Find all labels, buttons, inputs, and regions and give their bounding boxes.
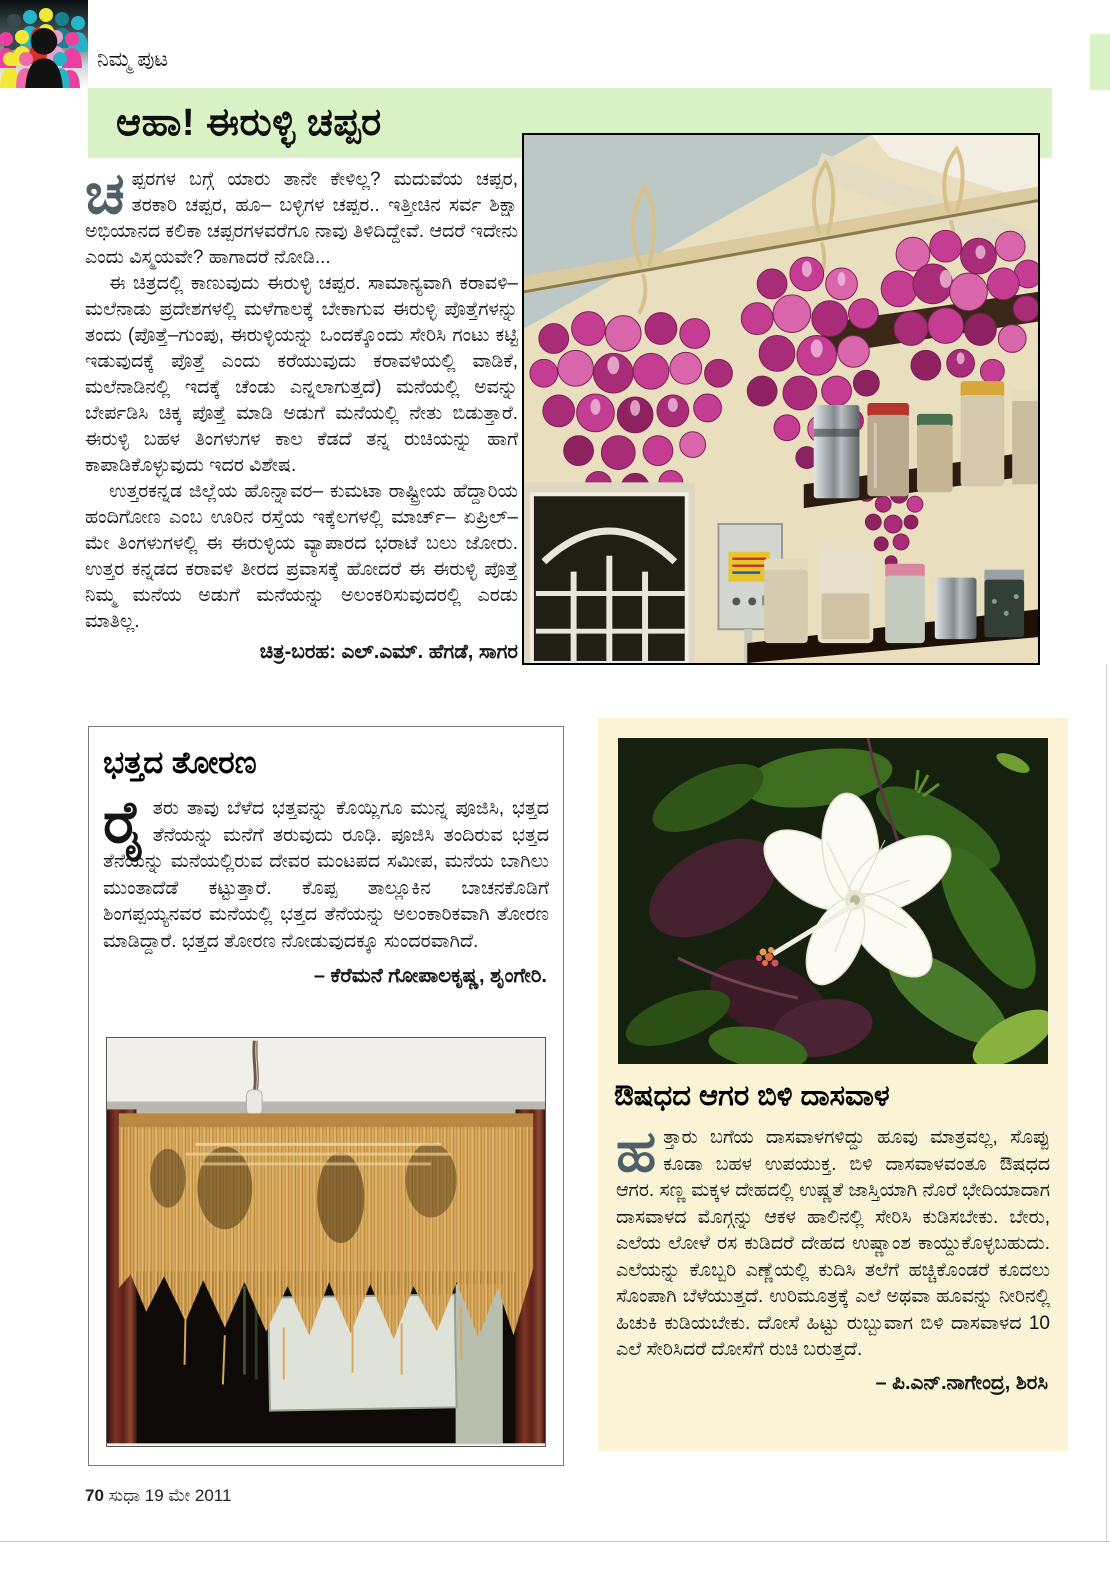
onion-byline: ಚಿತ್ರ-ಬರಹ: ಎಲ್.ಎಮ್. ಹೆಗಡೆ, ಸಾಗರ — [259, 641, 518, 663]
right-rule — [1106, 664, 1107, 1541]
paddy-toran-text: ರೈತರು ತಾವು ಬೆಳೆದ ಭತ್ತವನ್ನು ಕೊಯ್ಲಿಗೂ ಮುನ್ನ ಪೂಜಿಸಿ, ಭತ್ತದ ತೆನೆಯನ್ನು ಮನೆಗೆ ತರುವುದು ರೂಢಿ. ಪೂಜಿಸಿ ತಂದಿರುವ ಭತ್ತದ ತೆನೆಯನ್ನು ಮನೆಯಲ್ಲಿರುವ ದೇವರ ಮಂಟಪದ ಸಮೀಪ, ಮನೆಯ ಬಾಗಿಲು ಮುಂತಾದೆಡೆ ಕಟ್ಟುತ್ತಾರೆ. ಕೊಪ್ಪ ತಾಲ್ಲೂಕಿನ ಬಾಚನಕೊಡಿಗೆ ಶಿಂಗಪ್ಪಯ್ಯನವರ ಮನೆಯಲ್ಲಿ ಭತ್ತದ ತೆನೆಯನ್ನು ಅಲಂಕಾರಿಕವಾಗಿ ತೋರಣ ಮಾಡಿದ್ದಾರೆ. ಭತ್ತದ ತೋರಣ ನೋಡುವುದಕ್ಕೂ ಸುಂದರವಾಗಿದೆ. — [103, 790, 549, 952]
toran-photo-illustration — [107, 1038, 545, 1446]
paddy-toran-box — [88, 726, 564, 1466]
onion-photo-illustration — [524, 135, 1038, 663]
hanging-wire — [254, 1041, 255, 1092]
section-label: ನಿಮ್ಮ ಪುಟ — [97, 48, 169, 71]
glass-jar-green-lid — [917, 414, 953, 492]
onion-paragraph-2: ಈ ಚಿತ್ರದಲ್ಲಿ ಕಾಣುವುದು ಈರುಳ್ಳಿ ಚಪ್ಪರ. ಸಾಮಾನ್ಯವಾಗಿ ಕರಾವಳಿ– ಮಲೆನಾಡು ಪ್ರದೇಶಗಳಲ್ಲಿ ಮಳೆಗಾಲಕ್ಕೆ ಬೇಕಾಗುವ ಈರುಳ್ಳಿ ಪೊತ್ತೆಗಳನ್ನು ತಂದು (ಪೊತ್ತೆ–ಗುಂಪು, ಈರುಳ್ಳಿಯನ್ನು ಒಂದಕ್ಕೊಂದು ಸೇರಿಸಿ ಗಂಟು ಕಟ್ಟಿ ಇಡುವುದಕ್ಕೆ ಪೊತ್ತೆ ಎಂದು ಕರೆಯುವುದು ಕರಾವಳಿಯಲ್ಲಿ ವಾಡಿಕೆ, ಮಲೆನಾಡಿನಲ್ಲಿ ಇದಕ್ಕೆ ಚೆಂಡು ಎನ್ನಲಾಗುತ್ತದೆ) ಮನೆಯಲ್ಲಿ ಅವನ್ನು ಬೇರ್ಪಡಿಸಿ ಚಿಕ್ಕ ಪೊತ್ತೆ ಮಾಡಿ ಅಡುಗೆ ಮನೆಯಲ್ಲಿ ನೇತು ಬಿಡುತ್ತಾರೆ. ಈರುಳ್ಳಿ ಬಹಳ ತಿಂಗಳುಗಳ ಕಾಲ ಕೆಡದೆ ತನ್ನ ರುಚಿಯನ್ನು ಹಾಗೆ ಕಾಪಾಡಿಕೊಳ್ಳುವುದು ಇದರ ವಿಶೇಷ. — [85, 273, 518, 476]
corner-green-tab — [1090, 34, 1110, 90]
page-footer — [85, 1486, 231, 1506]
crowd-of-people-icon — [0, 0, 88, 88]
steel-canister — [814, 405, 860, 498]
glass-jar-red-lid — [867, 403, 909, 496]
hibiscus-text: ಹತ್ತಾರು ಬಗೆಯ ದಾಸವಾಳಗಳಿದ್ದು ಹೂವು ಮಾತ್ರವಲ್ಲ, ಸೊಪ್ಪು ಕೂಡಾ ಬಹಳ ಉಪಯುಕ್ತ. ಬಿಳಿ ದಾಸವಾಳವಂತೂ ಔಷಧದ ಆಗರ. ಸಣ್ಣ ಮಕ್ಕಳ ದೇಹದಲ್ಲಿ ಉಷ್ಣತೆ ಜಾಸ್ತಿಯಾಗಿ ನೊರೆ ಭೇದಿಯಾದಾಗ ದಾಸವಾಳದ ಮೊಗ್ಗನ್ನು ಆಕಳ ಹಾಲಿನಲ್ಲಿ ಸೇರಿಸಿ ಕುಡಿಸಬೇಕು. ಬೇರು, ಎಲೆಯ ಲೋಳೆ ರಸ ಕುಡಿದರೆ ದೇಹದ ಉಷ್ಣಾಂಶ ಕಾಯ್ದುಕೊಳ್ಳಬಹುದು. ಎಲೆಯನ್ನು ಕೊಬ್ಬರಿ ಎಣ್ಣೆಯಲ್ಲಿ ಕುದಿಸಿ ತಲೆಗೆ ಹಚ್ಚಿಕೊಂಡರೆ ಕೂದಲು ಸೊಂಪಾಗಿ ಬೆಳೆಯುತ್ತದೆ. ಉರಿಮೂತ್ರಕ್ಕೆ ಎಲೆ ಅಥವಾ ಹೂವನ್ನು ನೀರಿನಲ್ಲಿ ಹಿಚುಕಿ ಕುಡಿಯಬೇಕು. ದೋಸೆ ಹಿಟ್ಟು ರುಬ್ಬುವಾಗ ಬಿಳಿ ದಾಸವಾಳದ 10 ಎಲೆ ಸೇರಿಸಿದರೆ ದೋಸೆಗೆ ರುಚಿ ಬರುತ್ತದೆ. — [616, 1119, 1050, 1360]
hibiscus-title: ಔಷಧದ ಆಗರ ಬಿಳಿ ದಾಸವಾಳ — [614, 1080, 890, 1112]
jar-cream-lid — [1012, 389, 1038, 484]
bottom-rule — [0, 1541, 1110, 1542]
page-title: ಆಹಾ! ಈರುಳ್ಳಿ ಚಪ್ಪರ — [116, 102, 382, 144]
onion-paragraph-3: ಉತ್ತರಕನ್ನಡ ಜಿಲ್ಲೆಯ ಹೊನ್ನಾವರ– ಕುಮಟಾ ರಾಷ್ಟ್ರೀಯ ಹೆದ್ದಾರಿಯ ಹಂದಿಗೋಣ ಎಂಬ ಊರಿನ ರಸ್ತೆಯ ಇಕ್ಕೆಲಗಳಲ್ಲಿ ಮಾರ್ಚ್– ಏಪ್ರಿಲ್– ಮೇ ತಿಂಗಳುಗಳಲ್ಲಿ ಈ ಈರುಳ್ಳಿಯ ವ್ಯಾಪಾರದ ಭರಾಟೆ ಬಲು ಜೋರು. ಉತ್ತರ ಕನ್ನಡದ ಕರಾವಳಿ ತೀರದ ಪ್ರವಾಸಕ್ಕೆ ಹೋದರೆ ಈ ಈರುಳ್ಳಿ ಪೊತ್ತೆ ನಿಮ್ಮ ಮನೆಯ ಅಡುಗೆ ಮನೆಯನ್ನು ಅಲಂಕರಿಸುವುದರಲ್ಲಿ ಎರಡು ಮಾತಿಲ್ಲ. — [85, 481, 518, 632]
paddy-toran-photo — [106, 1037, 546, 1447]
article-onion-text — [85, 161, 518, 665]
ceramic-socket — [246, 1090, 262, 1116]
drop-cap-rai: ರೈ — [103, 790, 146, 855]
paddy-toran-title: ಭತ್ತದ ತೋರಣ — [103, 745, 257, 780]
onion-paragraph-1: ಚಪ್ಪರಗಳ ಬಗ್ಗೆ ಯಾರು ತಾನೇ ಕೇಳಿಲ್ಲ? ಮದುವೆಯ ಚಪ್ಪರ, ತರಕಾರಿ ಚಪ್ಪರ, ಹೂ– ಬಳ್ಳಿಗಳ ಚಪ್ಪರ.. ಇತ್ತೀಚಿನ ಸರ್ವ ಶಿಕ್ಷಾ ಅಭಿಯಾನದ ಕಲಿಕಾ ಚಪ್ಪರಗಳವರೆಗೂ ನಾವು ತಿಳಿದಿದ್ದೇವೆ. ಆದರೆ ಇದೇನು ಎಂದು ವಿಸ್ಮಯವೇ? ಹಾಗಾದರೆ ನೋಡಿ... — [85, 161, 518, 268]
page-number: 70 — [85, 1486, 104, 1505]
white-hibiscus-photo — [618, 738, 1048, 1064]
crowd-logo — [0, 0, 88, 88]
issue-info: ಸುಧಾ 19 ಮೇ 2011 — [108, 1486, 232, 1505]
hibiscus-signature: – ಪಿ.ಎನ್.ನಾಗೇಂದ್ರ, ಶಿರಸಿ — [875, 1371, 1048, 1394]
onion-chappara-photo — [522, 133, 1040, 665]
kitchen-window — [524, 482, 695, 663]
plastic-jar-yellow-lid — [961, 381, 1005, 486]
drop-cap-ha: ಹ — [616, 1119, 657, 1184]
hibiscus-box — [598, 718, 1068, 1451]
drop-cap-cha: ಚ — [85, 161, 125, 226]
paddy-toran-signature: – ಕೆರೆಮನೆ ಗೋಪಾಲಕೃಷ್ಣ, ಶೃಂಗೇರಿ. — [313, 965, 547, 987]
